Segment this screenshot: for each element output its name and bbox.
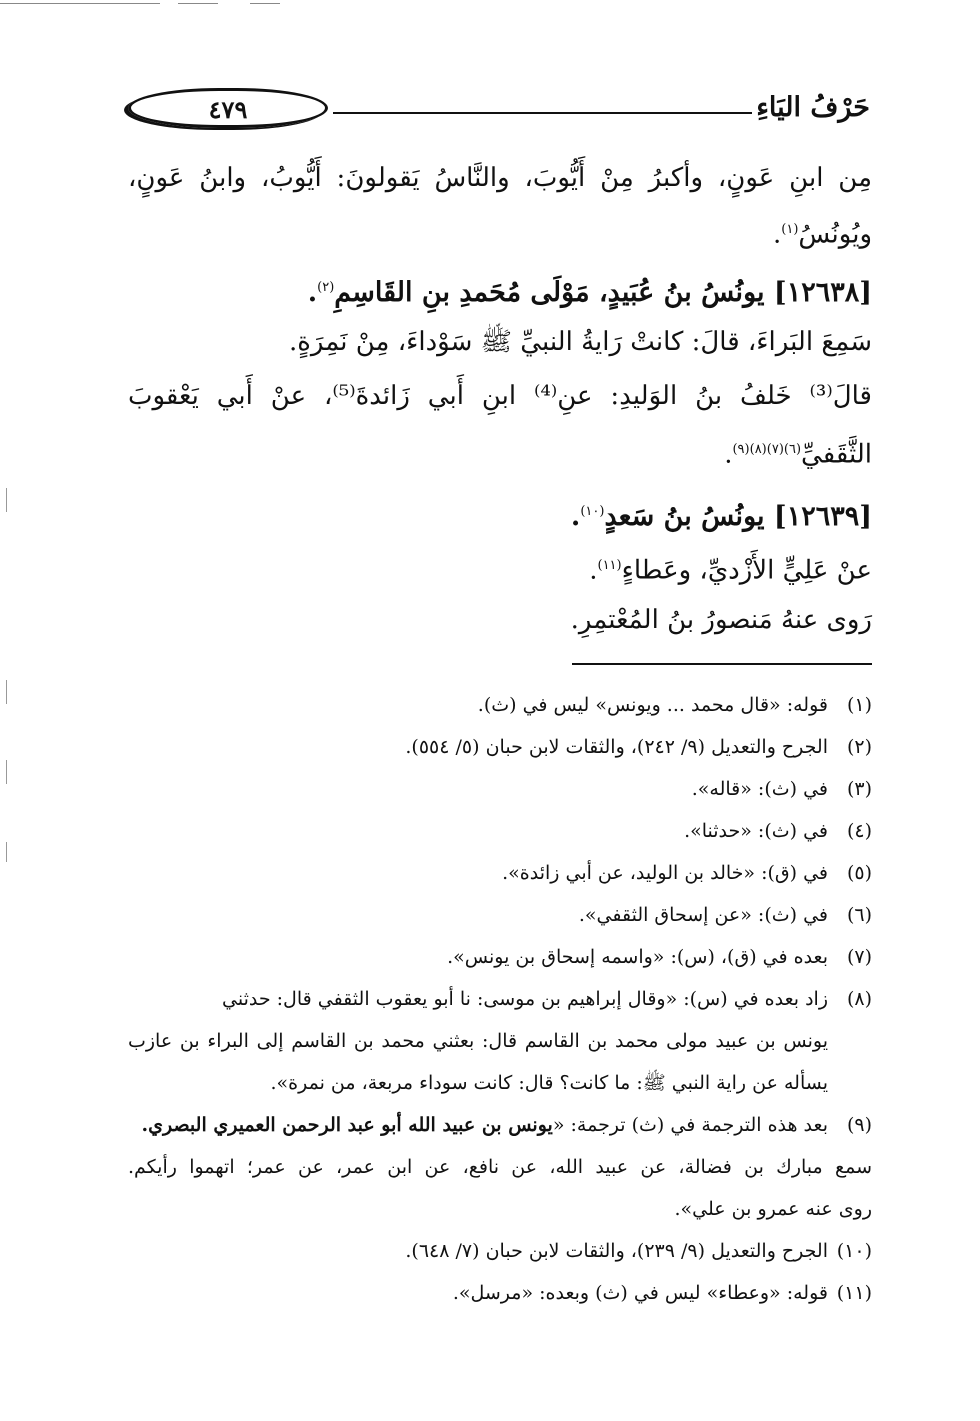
footnote-10: (١٠)الجرح والتعديل (٩/ ٢٣٩)، والثقات لابن حبان (٧/ ٦٤٨). bbox=[405, 1240, 872, 1262]
footnote-separator bbox=[572, 663, 872, 665]
text-line-6: الثَّقَفيِّ$^{(٦)(٧)(٨)(٩)}$. bbox=[724, 439, 872, 470]
footnote-9-line-2: سمع مبارك بن فضالة، عن عبيد الله، عن نافع، عن ابن عمر، عن عمر؛ اتهموا رأيكم. bbox=[128, 1156, 872, 1178]
footnote-8-line-2: يونس بن عبيد مولى محمد بن القاسم قال: بعثني محمد بن القاسم إلى البراء بن عازب bbox=[128, 1030, 828, 1052]
text-line-4: سَمِعَ البَراءَ، قالَ: كانتْ رَايةُ النبيِّ ﷺ سَوْداءَ، مِنْ نَمِرَةٍ. bbox=[288, 327, 872, 357]
footnote-6: (٦)في (ث): «عن إسحاق الثقفي». bbox=[578, 904, 872, 926]
footnote-ref: (١) bbox=[781, 222, 799, 237]
footnote-3: (٣)في (ث): «قاله». bbox=[691, 778, 872, 800]
footnote-2: (٢)الجرح والتعديل (٩/ ٢٤٢)، والثقات لابن حبان (٥/ ٥٥٤). bbox=[405, 736, 872, 758]
page-number-badge bbox=[128, 88, 328, 128]
text-line-5: قالَ⁽³⁾ خَلفُ بنُ الوَليدِ: عنِ⁽⁴⁾ ابنِ أَبي زَائدةَ⁽⁵⁾، عنْ أَبي يَعْقوبَ bbox=[128, 381, 872, 411]
footnote-8-line-3: يسأله عن راية النبي ﷺ: ما كانت؟ قال: كانت سوداء مربعة، من نمرة». bbox=[270, 1072, 828, 1094]
top-scan-rules bbox=[0, 0, 980, 10]
footnote-5: (٥)في (ق): «خالد بن الوليد، عن أبي زائدة». bbox=[502, 862, 872, 884]
chapter-title: حَرْفُ اليَاءِ bbox=[756, 92, 870, 123]
header-rule bbox=[333, 112, 752, 114]
footnote-ref: (٢) bbox=[317, 280, 335, 295]
text-line-1: مِن ابنِ عَونٍ، وأكبرُ مِنْ أَيُّوبَ، والنَّاسُ يَقولونَ: أَيُّوبُ، وابنُ عَونٍ، bbox=[128, 163, 872, 193]
footnote-ref: (١١) bbox=[597, 558, 622, 573]
footnote-ref: (٦)(٧)(٨)(٩) bbox=[732, 442, 802, 457]
entry-heading-12638: [١٢٦٣٨] يونُسُ بنُ عُبَيدٍ، مَوْلَى مُحَمدِ بنِ القَاسِمِ$^{(٢)}$. bbox=[307, 277, 872, 308]
text-line-8: عنْ عَلِيٍّ الأَزْديِّ، وعَطاءٍ$^{(١١)}$. bbox=[589, 555, 872, 586]
footnote-9-line-3: روى عنه عمرو بن علي». bbox=[674, 1198, 872, 1220]
footnote-7: (٧)بعده في (ق)، (س): «واسمه إسحاق بن يونس». bbox=[447, 946, 872, 968]
footnote-4: (٤)في (ث): «حدثنا». bbox=[684, 820, 872, 842]
page-number: ٤٧٩ bbox=[208, 95, 248, 124]
text-line-9: رَوى عنهُ مَنصورُ بنُ المُعْتمِرِ. bbox=[570, 605, 872, 635]
footnote-ref: (١٠) bbox=[580, 504, 605, 519]
entry-heading-12639: [١٢٦٣٩] يونُسُ بنُ سَعدٍ$^{(١٠)}$. bbox=[570, 501, 872, 532]
footnote-11: (١١)قوله: «وعطاء» ليس في (ث) وبعده: «مرسل». bbox=[452, 1282, 872, 1304]
text-line-2: ويُونُسُ$^{(١)}$. bbox=[772, 219, 872, 250]
footnote-8: (٨)زاد بعده في (س): «وقال إبراهيم بن موسى: نا أبو يعقوب الثقفي قال: حدثني bbox=[222, 988, 872, 1010]
footnote-9: (٩)بعد هذه الترجمة في (ث) ترجمة: «يونس بن عبيد الله أبو عبد الرحمن العميري البصري. bbox=[141, 1114, 872, 1136]
page-header bbox=[128, 88, 870, 134]
footnote-1: (١)قوله: «قال محمد ... ويونس» ليس في (ث). bbox=[477, 694, 872, 716]
